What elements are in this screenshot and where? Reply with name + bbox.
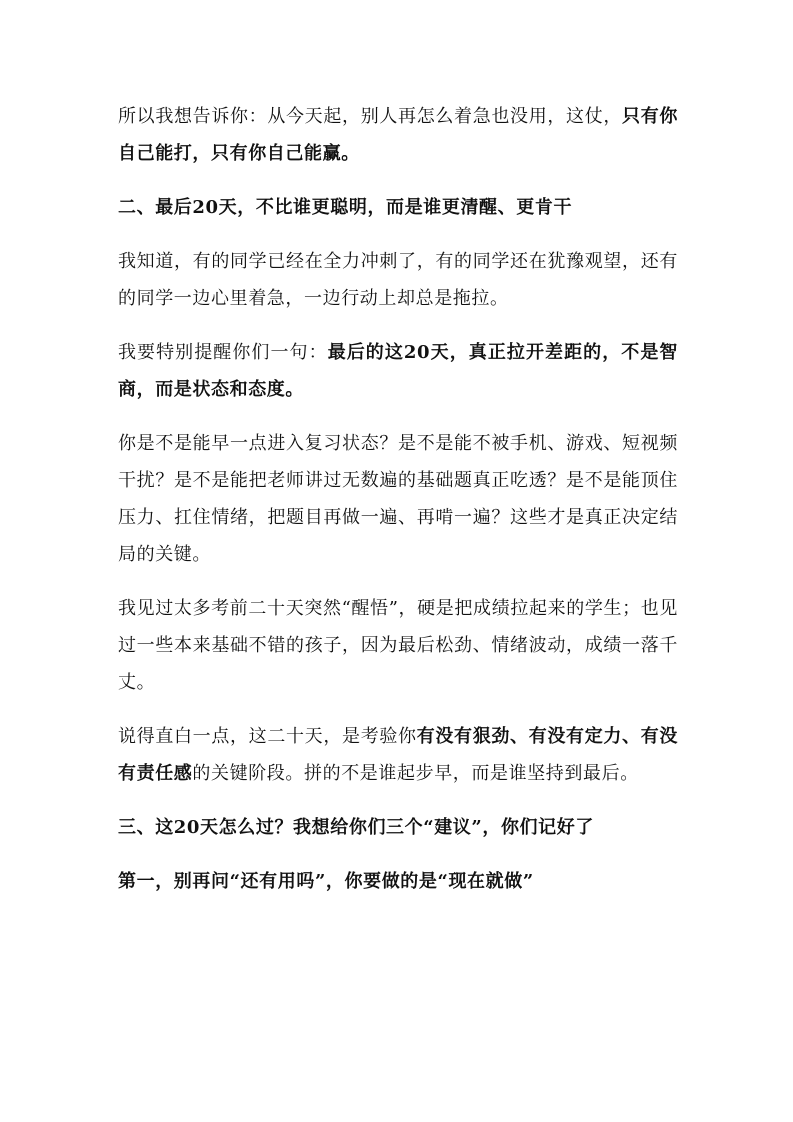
- text-run: 我要特别提醒你们一句：: [118, 342, 328, 363]
- subsection-heading-1: 第一，别再问“还有用吗”，你要做的是“现在就做”: [118, 871, 534, 892]
- text-run: 我见过太多考前二十天突然“醒悟”，硬是把成绩拉起来的学生；也见过一些本来基础不错的孩子，因为最后松劲、情绪波动，成绩一落千丈。: [118, 598, 678, 693]
- bold-text-run: 只有你自己能打，只有你自己能赢。: [118, 106, 678, 164]
- paragraph-examples: [118, 590, 678, 701]
- document-page: [118, 98, 678, 900]
- text-run: 的关键阶段。拼的不是谁起步早，而是谁坚持到最后。: [192, 763, 639, 784]
- text-run: 你是不是能早一点进入复习状态？是不是能不被手机、游戏、短视频干扰？是不是能把老师讲过无数遍的基础题真正吃透？是不是能顶住压力、扛住情绪，把题目再做一遍、再啃一遍？这些才是真正决定结局的关键。: [118, 433, 678, 565]
- bold-text-run: 最后的这20天，真正拉开差距的，不是智商，而是状态和态度。: [118, 342, 678, 400]
- paragraph-students-status: [118, 243, 678, 317]
- bold-text-run: 有没有狠劲、有没有定力、有没有责任感: [118, 726, 678, 784]
- paragraph-key-stage: [118, 718, 678, 792]
- text-run: 所以我想告诉你：从今天起，别人再怎么着急也没用，这仗，: [118, 106, 623, 127]
- paragraph-questions: [118, 425, 678, 573]
- section-heading-2: 二、最后20天，不比谁更聪明，而是谁更清醒、更肯干: [118, 197, 573, 218]
- text-run: 说得直白一点，这二十天，是考验你: [118, 726, 417, 747]
- paragraph-conclusion: [118, 98, 678, 172]
- paragraph-reminder: [118, 334, 678, 408]
- section-heading-3: 三、这20天怎么过？我想给你们三个“建议”，你们记好了: [118, 817, 594, 838]
- text-run: 我知道，有的同学已经在全力冲刺了，有的同学还在犹豫观望，还有的同学一边心里着急，一边行动上却总是拖拉。: [118, 251, 678, 309]
